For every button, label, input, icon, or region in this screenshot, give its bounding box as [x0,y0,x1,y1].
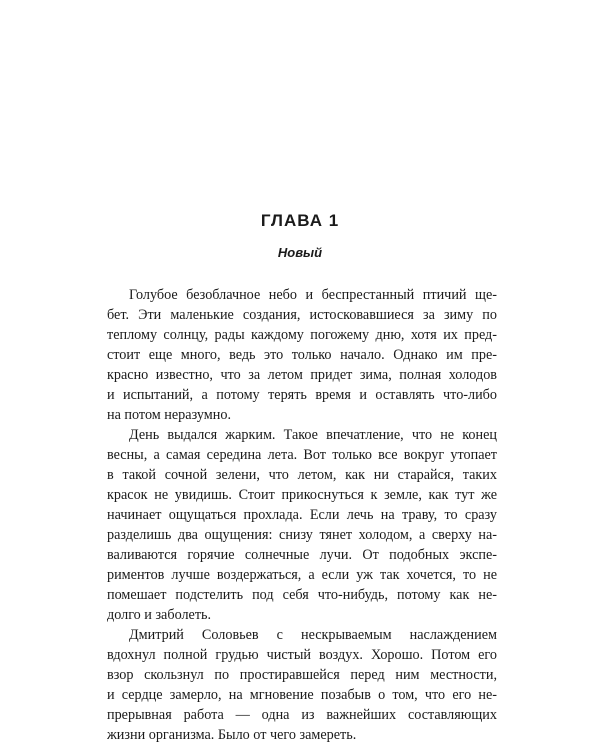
text-line: риментов лучше воздержаться, а если уж так хочется, то не [107,567,497,583]
text-line: жизни организма. Было от чего замереть. [107,727,357,743]
text-line: разделишь два ощущения: снизу тянет холодом, а сверху на- [107,527,497,543]
text-line: стоит еще много, ведь это только начало. Однако им пре- [107,347,497,363]
text-line: и сердце замерло, на мгновение позабыв о том, что его не- [107,687,497,703]
text-line: на потом неразумно. [107,407,232,423]
paragraph [107,425,497,625]
text-line: прерывная работа — одна из важнейших составляющих [107,707,497,723]
body-text [107,285,497,745]
text-line: теплому солнцу, рады каждому погожему дню, хотя их пред- [107,327,497,343]
paragraph [107,625,497,745]
text-line: долго и заболеть. [107,607,212,623]
text-line: красно известно, что за летом придет зима, полная холодов [107,367,497,383]
text-line: красок не увидишь. Стоит прикоснуться к земле, как тут же [107,487,497,503]
text-line: День выдался жарким. Такое впечатление, что не конец [129,427,497,443]
text-line: в такой сочной зелени, что летом, как ни старайся, таких [107,467,497,483]
text-line: взор скользнул по простиравшейся перед ним местности, [107,667,497,683]
text-line: весны, а самая середина лета. Вот только все вокруг утопает [107,447,497,463]
chapter-title: ГЛАВА 1 [260,211,340,230]
chapter-subtitle: Новый [277,245,323,260]
paragraph [107,285,497,425]
text-line: и испытаний, а потому терять время и оставлять что-либо [107,387,497,403]
text-line: начинает ощущаться прохлада. Если лечь на траву, то сразу [107,507,497,523]
text-line: помешает подстелить под себя что-нибудь, потому как не- [107,587,497,603]
text-line: Дмитрий Соловьев с нескрываемым наслаждением [129,627,497,643]
text-line: вдохнул полной грудью чистый воздух. Хорошо. Потом его [107,647,497,663]
text-line: бет. Эти маленькие создания, истосковавшиеся за зиму по [107,307,497,323]
text-line: валиваются горячие солнечные лучи. От подобных экспе- [107,547,497,563]
text-line: Голубое безоблачное небо и беспрестанный птичий ще- [129,287,497,303]
